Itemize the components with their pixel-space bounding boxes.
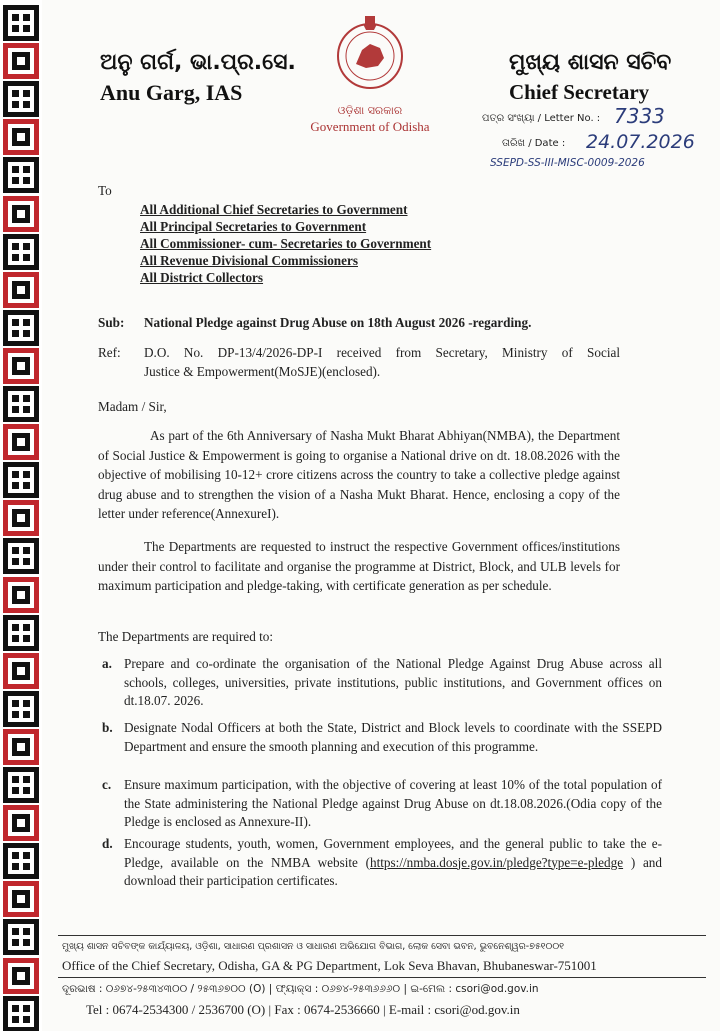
reference-label: Ref: xyxy=(98,345,121,360)
file-reference-handwritten: SSEPD-SS-III-MISC-0009-2026 xyxy=(490,157,645,169)
border-motif-icon xyxy=(2,652,40,690)
decorative-border xyxy=(0,0,42,1031)
border-motif-icon xyxy=(2,118,40,156)
border-motif-icon xyxy=(2,614,40,652)
border-motif-icon xyxy=(2,766,40,804)
recipient-item: All Additional Chief Secretaries to Government xyxy=(140,202,408,217)
footer-address-odia: ମୁଖ୍ୟ ଶାସନ ସଚିବଙ୍କ କାର୍ଯ୍ୟାଳୟ, ଓଡ଼ିଶା, ସାଧାରଣ ପ୍ରଶାସନ ଓ ସାଧାରଣ ଅଭିଯୋଗ ବିଭାଗ, ଲୋକ ସେବା ଭବନ, ଭୁବନେଶ୍ୱର-୭୫୧୦୦୧ xyxy=(62,941,565,952)
border-motif-icon xyxy=(2,804,40,842)
border-motif-icon xyxy=(2,42,40,80)
footer-contact: Tel : 0674-2534300 / 2536700 (O) | Fax : 0674-2536660 | E-mail : csori@od.gov.in xyxy=(86,1002,520,1017)
border-motif-icon xyxy=(2,690,40,728)
letter-no-value: 7333 xyxy=(614,104,665,128)
to-label: To xyxy=(98,183,112,198)
border-motif-icon xyxy=(2,156,40,194)
border-motif-icon xyxy=(2,4,40,42)
border-motif-icon xyxy=(2,957,40,995)
letter-page xyxy=(58,0,720,1031)
border-motif-icon xyxy=(2,233,40,271)
designation: Chief Secretary xyxy=(509,80,650,104)
pledge-website-link[interactable]: https://nmba.dosje.gov.in/pledge?type=e-pledge xyxy=(370,854,624,870)
recipient-item: All Principal Secretaries to Government xyxy=(140,219,367,234)
recipient-list xyxy=(140,201,431,286)
recipient-item: All Commissioner- cum- Secretaries to Government xyxy=(140,236,432,251)
recipient-item: All Revenue Divisional Commissioners xyxy=(140,253,358,268)
border-motif-icon xyxy=(2,195,40,233)
border-motif-icon xyxy=(2,461,40,499)
list-item: d. Encourage students, youth, women, Government employees, and the general public to take the e-Pledge, available on the NMBA website (https://nmba.dosje.gov.in/pledge?type=e-pledge ) and download their participation certificates. xyxy=(102,836,662,888)
salutation: Madam / Sir, xyxy=(98,399,167,414)
requirements-intro: The Departments are required to: xyxy=(98,629,274,644)
border-motif-icon xyxy=(2,728,40,766)
sender-name: Anu Garg, IAS xyxy=(100,80,243,105)
border-motif-icon xyxy=(2,80,40,118)
odisha-emblem xyxy=(330,10,410,100)
requirements-list xyxy=(98,655,662,925)
letter-no-label: ପତ୍ର ସଂଖ୍ୟା / Letter No. : xyxy=(482,113,601,124)
footer-address: Office of the Chief Secretary, Odisha, GA & PG Department, Lok Seva Bhavan, Bhubaneswar-751001 xyxy=(62,958,597,973)
paragraph-1: As part of the 6th Anniversary of Nasha Mukt Bharat Abhiyan(NMBA), the Department of Social Justice & Empowerment is going to organise a National drive on dt. 18.08.2026 with the objective of mobilising 10-12+ crore citizens across the country to take a collective pledge against drug abuse and to strengthen the vision of a Nasha Mukt Bharat. Hence, enclosing a copy of the letter under reference(AnnexureI). xyxy=(98,428,620,521)
paragraph-2: The Departments are requested to instruct the respective Government offices/institutions under their control to facilitate and organise the programme at District, Block, and ULB levels for maximum participation and pledge-taking, with certificate generation as per schedule. xyxy=(98,539,620,593)
border-motif-icon xyxy=(2,347,40,385)
designation-odia: ମୁଖ୍ୟ ଶାସନ ସଚିବ xyxy=(509,50,672,75)
sender-name-odia: ଅନୁ ଗର୍ଗ, ଭା.ପ୍ର.ସେ. xyxy=(100,50,296,75)
border-motif-icon xyxy=(2,423,40,461)
border-motif-icon xyxy=(2,576,40,614)
border-motif-icon xyxy=(2,918,40,956)
list-item: a. Prepare and co-ordinate the organisation of the National Pledge Against Drug Abuse across all schools, colleges, universities, private institutions, public institutions, and Government offices on dt.18.07. 2026. xyxy=(102,656,662,708)
date-value: 24.07.2026 xyxy=(586,131,695,153)
border-motif-icon xyxy=(2,271,40,309)
border-motif-icon xyxy=(2,537,40,575)
subject-text: National Pledge against Drug Abuse on 18th August 2026 -regarding. xyxy=(144,315,532,330)
border-motif-icon xyxy=(2,385,40,423)
reference-line-2: Justice & Empowerment(MoSJE)(enclosed). xyxy=(144,364,381,379)
subject-label: Sub: xyxy=(98,315,125,330)
government-name-odia: ଓଡ଼ିଶା ସରକାର xyxy=(337,104,403,117)
border-motif-icon xyxy=(2,995,40,1031)
list-item: b. Designate Nodal Officers at both the State, District and Block levels to coordinate with the SSEPD Department and ensure the smooth planning and execution of this programme. xyxy=(102,720,662,754)
footer-divider-middle xyxy=(58,977,706,978)
recipient-item: All District Collectors xyxy=(140,270,264,285)
date-label: ତାରିଖ / Date : xyxy=(502,138,566,149)
government-name: Government of Odisha xyxy=(310,119,430,134)
footer-divider-top xyxy=(58,935,706,936)
border-motif-icon xyxy=(2,842,40,880)
footer-contact-odia: ଦୂରଭାଷ : ୦୬୭୪-୨୫୩୪୩୦୦ / ୨୫୩୬୭୦୦ (O) | ଫ୍ୟାକ୍ସ : ୦୬୭୪-୨୫୩୬୬୬୦ | ଇ-ମେଲ : csori@od.gov.in xyxy=(62,983,539,995)
border-motif-icon xyxy=(2,880,40,918)
reference-line-1: D.O. No. DP-13/4/2026-DP-I received from Secretary, Ministry of Social xyxy=(144,345,620,360)
border-motif-icon xyxy=(2,499,40,537)
border-motif-icon xyxy=(2,309,40,347)
list-item: c. Ensure maximum participation, with the objective of covering at least 10% of the total population of the State administering the National Pledge against Drug Abuse on dt.18.08.2026.(Odia copy of the Pledge is enclosed as Annexure-II). xyxy=(102,777,662,829)
